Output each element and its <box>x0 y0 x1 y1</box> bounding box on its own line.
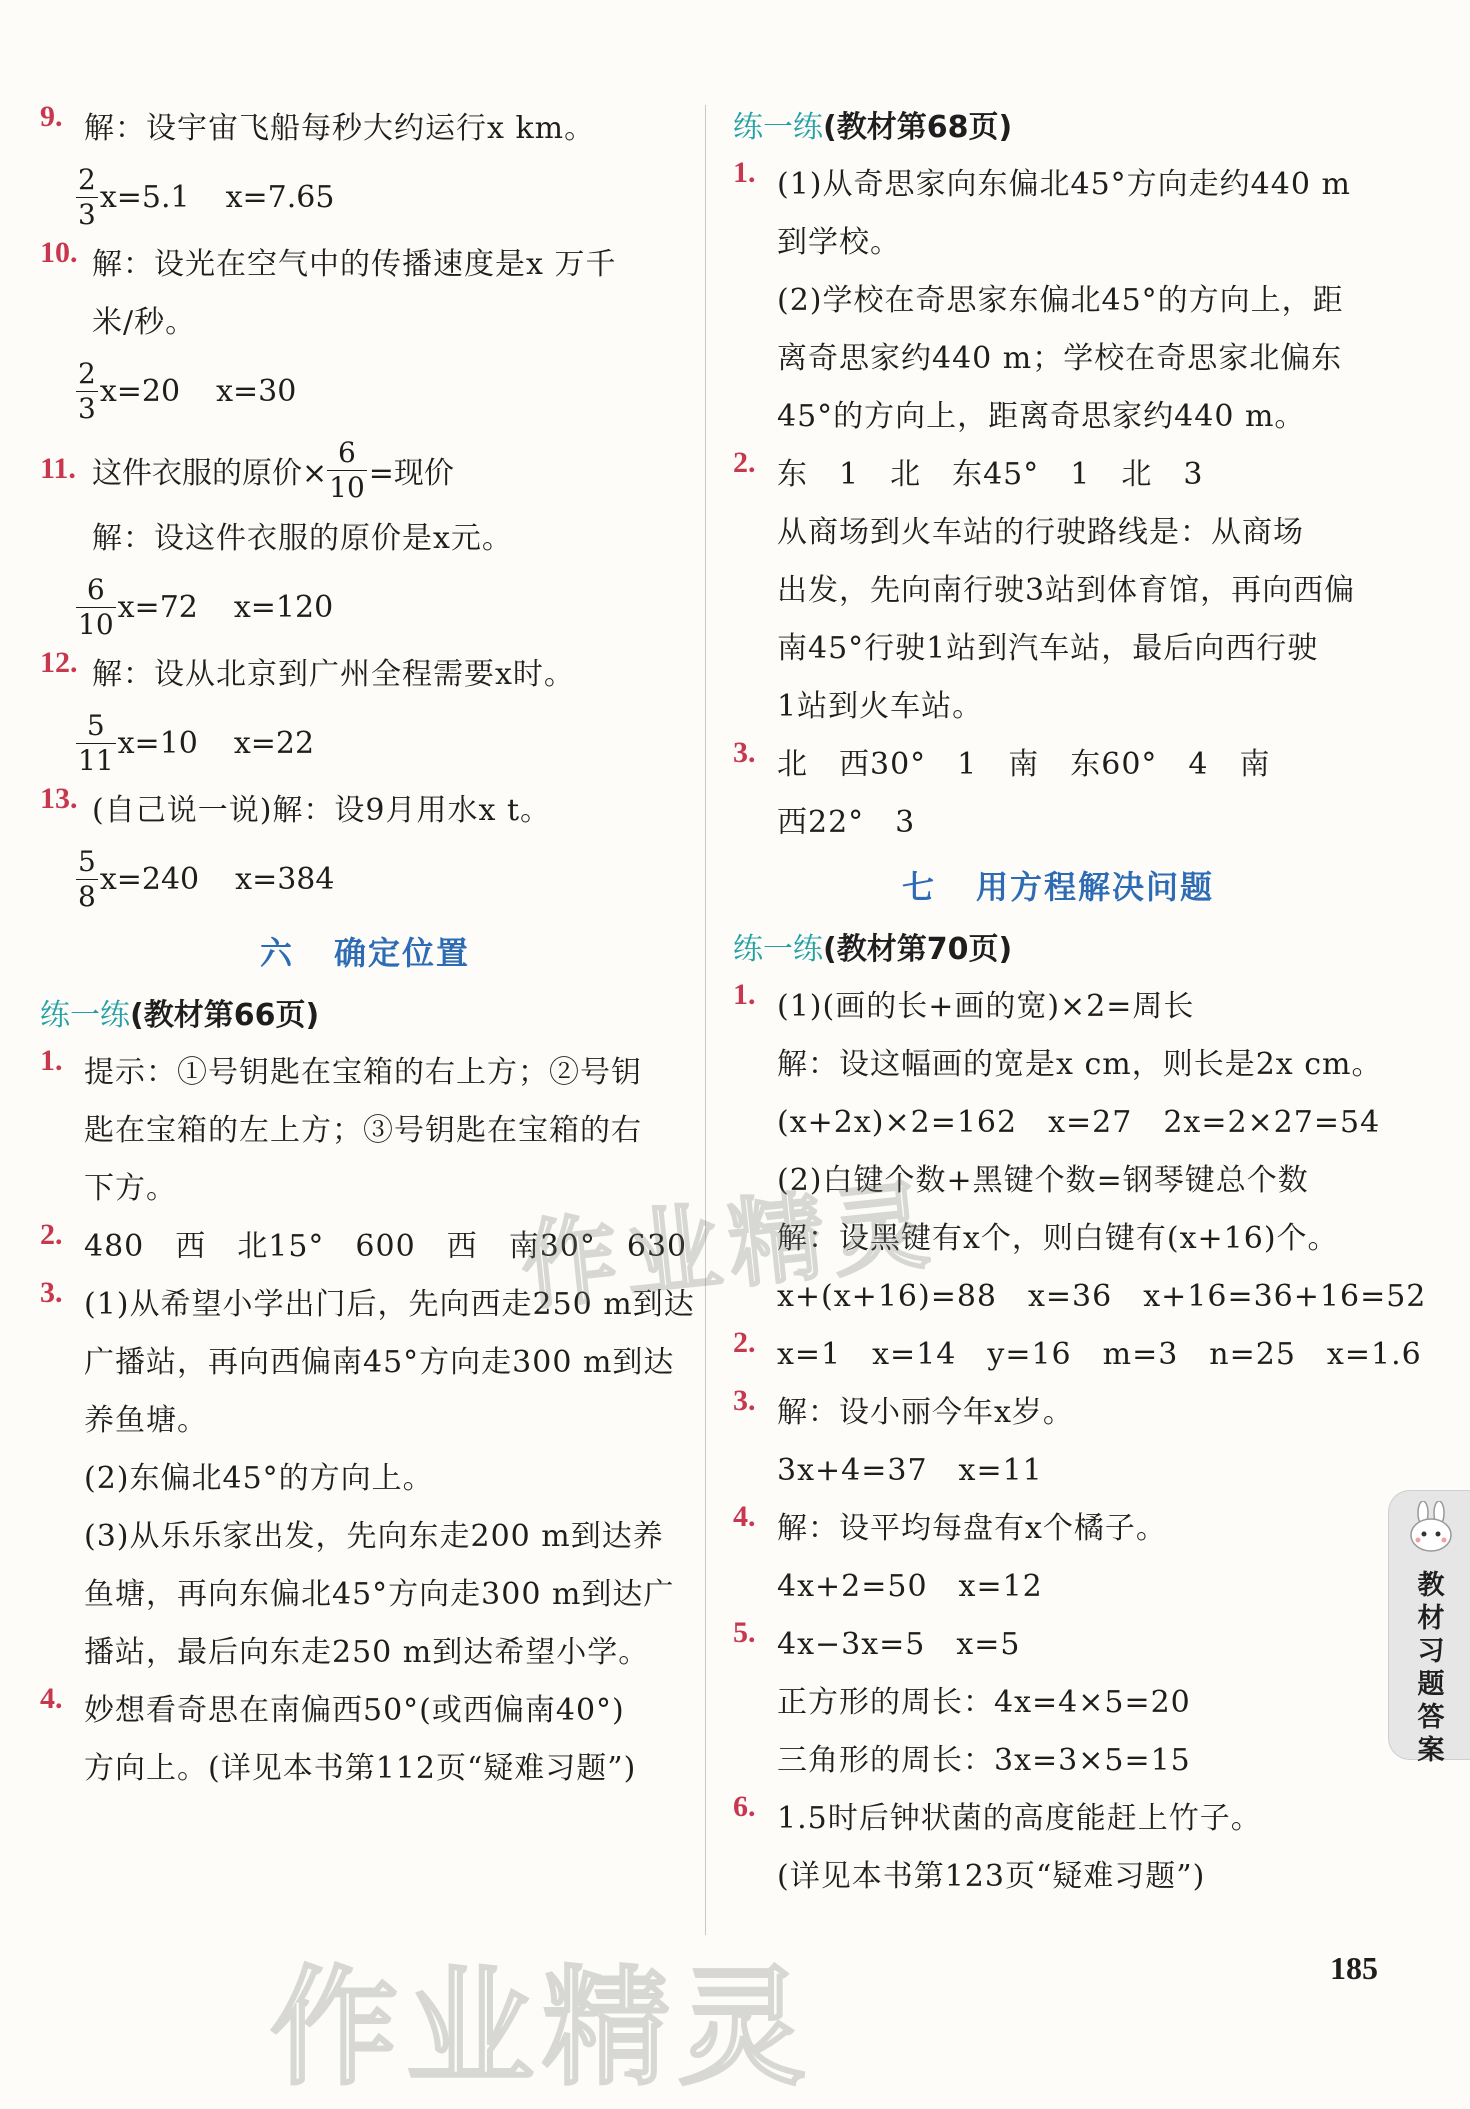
item-number: 6. <box>733 1790 756 1823</box>
answer-2-equation: 2. x=1 x=14 y=16 m=3 n=25 x=1.6 <box>733 1326 1422 1372</box>
item-number: 9. <box>40 100 63 133</box>
item-number: 12. <box>40 646 78 679</box>
fraction: $\frac{2}{3}$ <box>78 356 96 425</box>
answer-12: 12. 解：设从北京到广州全程需要x时。 <box>40 646 575 692</box>
exercise-heading: 练一练(教材第70页) <box>733 932 1013 967</box>
fraction: $\frac{2}{3}$ <box>78 162 96 231</box>
answer-2-direction: 2. 东 1 北 东45° 1 北 3 从商场到火车站的行驶路线是：从商场 出发，先向南行驶3站到体育馆，再向西偏 南45°行驶1站到汽车站，最后向西行驶 1站到火车站。 <box>733 446 1356 724</box>
equation: $\frac{5}{8}$ x=240 x=384 <box>78 844 335 913</box>
item-number: 3. <box>40 1276 63 1309</box>
answer-1-equation: 1. (1)(画的长+画的宽)×2=周长 解：设这幅画的宽是x cm，则长是2x cm。 (x+2x)×2=162 x=27 2x=2×27=54 (2)白键个数+黑键个数=钢琴键总个数 解：设黑键有x个，则白键有(x+16)个。 x+(x+16)=88 x=36 x+16=36+16=52 <box>733 978 1427 1314</box>
answer-3-position: 3. (1)从希望小学出门后，先向西走250 m到达 广播站，再向西偏南45°方向走300 m到达 养鱼塘。 (2)东偏北45°的方向上。 (3)从乐乐家出发，先向东走200 m到达养 鱼塘，再向东偏北45°方向走300 m到达广 播站，最后向东走250 m到达希望小学。 <box>40 1276 695 1670</box>
fraction: $\frac{5}{11}$ <box>78 708 114 777</box>
item-number: 4. <box>40 1682 63 1715</box>
exercise-heading: 练一练(教材第66页) <box>40 998 320 1033</box>
answer-3-direction: 3. 北 西30° 1 南 东60° 4 南 西22° 3 <box>733 736 1271 840</box>
answer-3-equation: 3. 解：设小丽今年x岁。 3x+4=37 x=11 <box>733 1384 1074 1488</box>
answer-13: 13. (自己说一说)解：设9月用水x t。 <box>40 782 552 828</box>
left-column <box>40 100 695 1798</box>
item-number: 2. <box>733 1326 756 1359</box>
section-title: 七 用方程解决问题 <box>901 868 1215 906</box>
item-number: 1. <box>733 978 756 1011</box>
column-divider <box>705 105 706 1935</box>
answer-1-position: 1. 提示：①号钥匙在宝箱的右上方；②号钥 匙在宝箱的左上方；③号钥匙在宝箱的右 下方。 <box>40 1044 642 1206</box>
item-number: 3. <box>733 736 756 769</box>
fraction: $\frac{6}{10}$ <box>329 435 365 504</box>
equation: $\frac{2}{3}$ x=20 x=30 <box>78 356 297 425</box>
answer-5-equation: 5. 4x−3x=5 x=5 正方形的周长：4x=4×5=20 三角形的周长：3x=3×5=15 <box>733 1616 1191 1778</box>
answer-11: 11. 这件衣服的原价× $\frac{6}{10}$ =现价 解：设这件衣服的原价是x元。 <box>40 435 513 556</box>
section-title: 六 确定位置 <box>259 934 471 972</box>
item-number: 5. <box>733 1616 756 1649</box>
rabbit-icon <box>1407 1501 1455 1553</box>
item-number: 1. <box>733 156 756 189</box>
item-number: 2. <box>733 446 756 479</box>
equation: $\frac{6}{10}$ x=72 x=120 <box>78 572 334 641</box>
answer-4-equation: 4. 解：设平均每盘有x个橘子。 4x+2=50 x=12 <box>733 1500 1167 1604</box>
watermark: 作业精灵 <box>270 1954 815 2103</box>
item-number: 2. <box>40 1218 63 1251</box>
answer-6-equation: 6. 1.5时后钟状菌的高度能赶上竹子。 (详见本书第123页“疑难习题”) <box>733 1790 1262 1894</box>
answer-4-position: 4. 妙想看奇思在南偏西50°(或西偏南40°) 方向上。(详见本书第112页“疑难习题”) <box>40 1682 637 1786</box>
item-number: 11. <box>40 452 76 485</box>
item-number: 1. <box>40 1044 63 1077</box>
answer-9 <box>40 100 690 158</box>
watermark: 作业精灵 <box>516 1168 942 1324</box>
answer-text: 解：设宇宙飞船每秒大约运行x km。 <box>84 111 596 146</box>
exercise-heading: 练一练(教材第68页) <box>733 110 1013 145</box>
fraction: $\frac{5}{8}$ <box>78 844 96 913</box>
right-column <box>733 100 1427 1906</box>
fraction: $\frac{6}{10}$ <box>78 572 114 641</box>
answer-1-direction: 1. (1)从奇思家向东偏北45°方向走约440 m 到学校。 (2)学校在奇思家东偏北45°的方向上，距 离奇思家约440 m；学校在奇思家北偏东 45°的方向上，距离奇思家约440 m。 <box>733 156 1351 434</box>
item-number: 4. <box>733 1500 756 1533</box>
answer-2-position: 2. 480 西 北15° 600 西 南30° 630 <box>40 1218 688 1264</box>
item-number: 3. <box>733 1384 756 1417</box>
item-number: 13. <box>40 782 78 815</box>
page-number: 185 <box>1330 1950 1378 1986</box>
equation: $\frac{5}{11}$ x=10 x=22 <box>78 708 315 777</box>
answer-10: 10. 解：设光在空气中的传播速度是x 万千 米/秒。 <box>40 236 617 340</box>
side-tab-label: 教材习题答案 <box>1417 1570 1445 1766</box>
equation: $\frac{2}{3}$ x=5.1 x=7.65 <box>78 162 335 231</box>
side-tab <box>1388 1490 1470 1766</box>
item-number: 10. <box>40 236 78 269</box>
